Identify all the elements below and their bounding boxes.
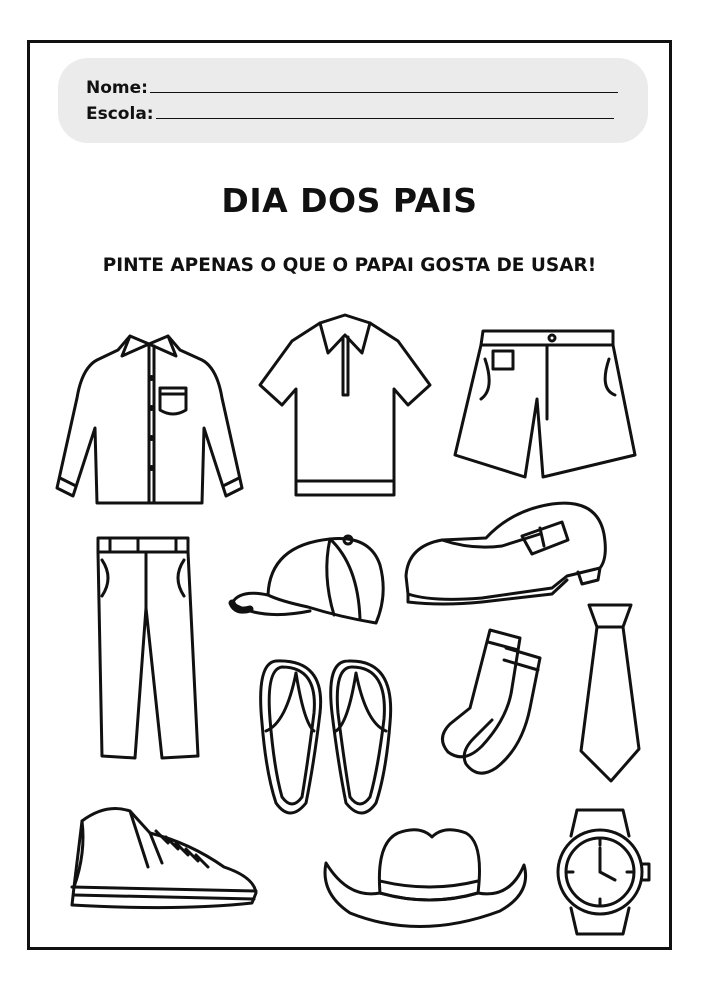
dress-shirt-icon[interactable] (52, 328, 247, 508)
socks-icon[interactable] (430, 628, 555, 778)
name-field[interactable] (86, 78, 618, 98)
student-info-box (58, 58, 648, 143)
flip-flops-icon[interactable] (256, 653, 396, 823)
shorts-icon[interactable] (455, 329, 635, 479)
worksheet-frame (27, 40, 672, 950)
polo-shirt-icon[interactable] (258, 313, 433, 498)
wristwatch-icon[interactable] (545, 808, 655, 938)
name-line[interactable] (150, 78, 618, 93)
cowboy-hat-icon[interactable] (320, 823, 530, 933)
cap-icon[interactable] (230, 535, 390, 630)
school-label: Escola: (86, 104, 154, 124)
trousers-icon[interactable] (90, 536, 205, 761)
sneaker-icon[interactable] (70, 803, 260, 913)
name-label: Nome: (86, 78, 148, 98)
page-title: DIA DOS PAIS (221, 181, 478, 220)
instruction-text: PINTE APENAS O QUE O PAPAI GOSTA DE USAR! (102, 255, 597, 276)
dress-shoe-icon[interactable] (402, 498, 612, 608)
school-field[interactable] (86, 104, 614, 124)
school-line[interactable] (156, 104, 614, 119)
tie-icon[interactable] (575, 603, 645, 783)
